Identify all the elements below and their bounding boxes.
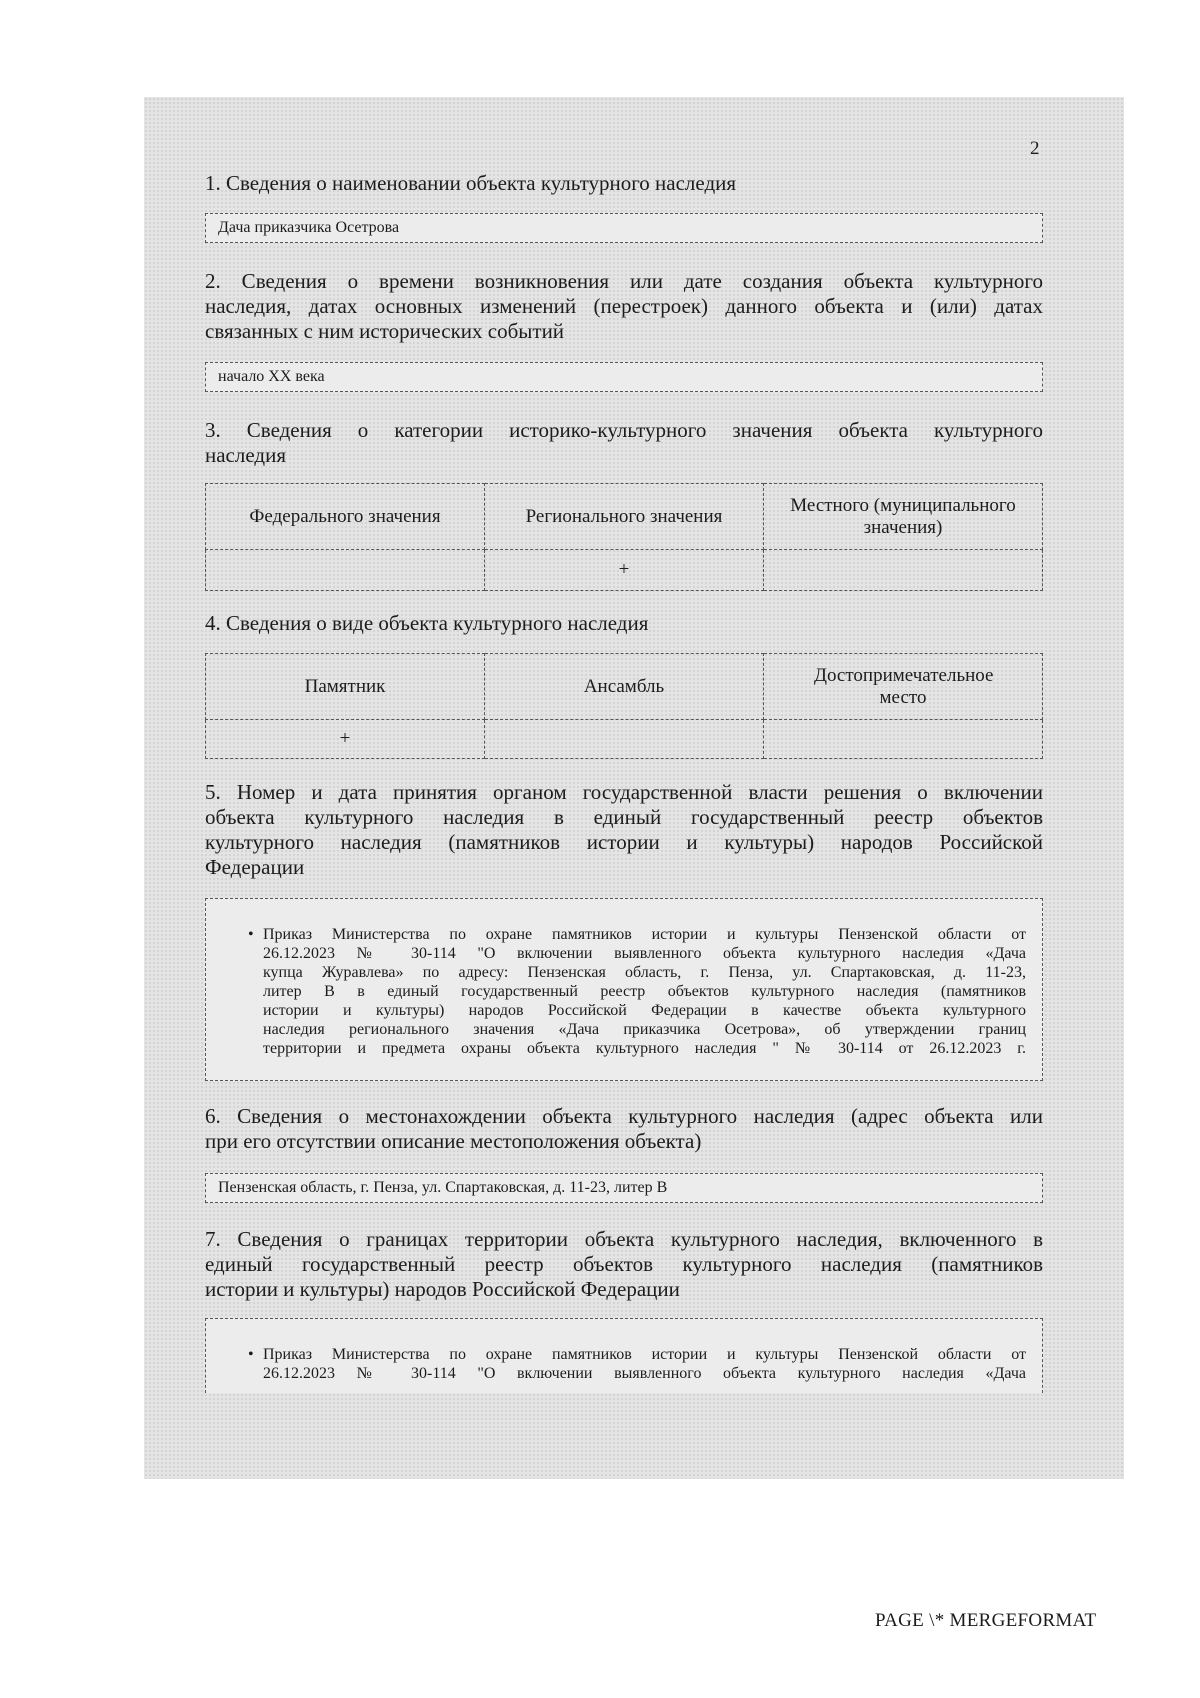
table-header-cell: Достопримечательное место (764, 654, 1043, 720)
decision-text-line: 26.12.2023 № 30-114 "О включении выявленного объекта культурного наследия «Дача (263, 945, 1026, 962)
decision-text (263, 925, 1026, 1058)
table-cell (764, 720, 1043, 759)
section-5-heading-line: Федерации (205, 855, 305, 879)
decision-text-line: Приказ Министерства по охране памятников истории и культуры Пензенской области от (263, 926, 1026, 943)
table-cell (485, 720, 764, 759)
object-name-field: Дача приказчика Осетрова (205, 213, 1043, 243)
decision-text-line: литер В в единый государственный реестр объектов культурного наследия (памятников (263, 983, 1026, 1000)
page-number: 2 (1030, 138, 1040, 159)
table-header-row (206, 654, 1043, 720)
section-1-heading: 1. Сведения о наименовании объекта культурного наследия (205, 171, 737, 195)
table-cell (764, 550, 1043, 591)
boundaries-text-line: 26.12.2023 № 30-114 "О включении выявленного объекта культурного наследия «Дача (263, 1365, 1026, 1382)
section-5-heading-line: 5. Номер и дата принятия органом государственной власти решения о включении (205, 780, 1043, 804)
table-header-row (206, 484, 1043, 550)
table-header-cell: Ансамбль (485, 654, 764, 720)
section-2-heading (205, 269, 1043, 344)
category-table (205, 483, 1043, 591)
boundaries-box (205, 1318, 1043, 1393)
section-7-heading-line: истории и культуры) народов Российской Федерации (205, 1277, 680, 1301)
section-3-heading-line: 3. Сведения о категории историко-культурного значения объекта культурного (205, 418, 1043, 442)
section-6-heading-line: 6. Сведения о местонахождении объекта культурного наследия (адрес объекта или (205, 1104, 1043, 1128)
table-cell (206, 550, 485, 591)
section-2-heading-line: наследия, датах основных изменений (перестроек) данного объекта и (или) датах (205, 294, 1043, 318)
location-field: Пензенская область, г. Пенза, ул. Спартаковская, д. 11-23, литер В (205, 1173, 1043, 1203)
section-2-heading-line: 2. Сведения о времени возникновения или дате создания объекта культурного (205, 269, 1043, 293)
section-3-heading-line: наследия (205, 443, 286, 467)
bullet-icon: • (248, 926, 254, 943)
decision-text-line: истории и культуры) народов Российской Федерации в качестве объекта культурного (263, 1002, 1026, 1019)
table-cell: + (206, 720, 485, 759)
table-row (206, 720, 1043, 759)
section-7-heading (205, 1227, 1043, 1302)
section-5-heading-line: культурного наследия (памятников истории и культуры) народов Российской (205, 830, 1043, 854)
section-2-heading-line: связанных с ним исторических событий (205, 319, 565, 343)
section-6-heading-line: при его отсутствии описание местоположения объекта) (205, 1129, 702, 1153)
decision-box (205, 898, 1043, 1081)
section-5-heading (205, 780, 1043, 880)
decision-text-line: купца Журавлева» по адресу: Пензенская область, г. Пенза, ул. Спартаковская, д. 11-23, (263, 964, 1026, 981)
table-header-cell: Регионального значения (485, 484, 764, 550)
creation-date-field: начало XX века (205, 362, 1043, 392)
bullet-icon: • (248, 1346, 254, 1363)
boundaries-text (263, 1345, 1026, 1383)
section-3-heading (205, 418, 1043, 468)
boundaries-text-line: Приказ Министерства по охране памятников истории и культуры Пензенской области от (263, 1346, 1026, 1363)
section-4-heading: 4. Сведения о виде объекта культурного наследия (205, 611, 649, 635)
table-row (206, 550, 1043, 591)
section-7-heading-line: единый государственный реестр объектов культурного наследия (памятников (205, 1252, 1043, 1276)
section-6-heading (205, 1104, 1043, 1154)
type-table (205, 653, 1043, 759)
section-7-heading-line: 7. Сведения о границах территории объекта культурного наследия, включенного в (205, 1227, 1043, 1251)
decision-text-line: наследия регионального значения «Дача приказчика Осетрова», об утверждении границ (263, 1021, 1026, 1038)
table-header-cell: Памятник (206, 654, 485, 720)
table-header-cell: Федерального значения (206, 484, 485, 550)
page-footer-field-code: PAGE \* MERGEFORMAT (875, 1610, 1097, 1631)
table-header-cell: Местного (муниципального значения) (764, 484, 1043, 550)
section-5-heading-line: объекта культурного наследия в единый государственный реестр объектов (205, 805, 1043, 829)
table-cell: + (485, 550, 764, 591)
decision-text-line: территории и предмета охраны объекта культурного наследия " № 30-114 от 26.12.2023 г. (263, 1040, 1026, 1057)
